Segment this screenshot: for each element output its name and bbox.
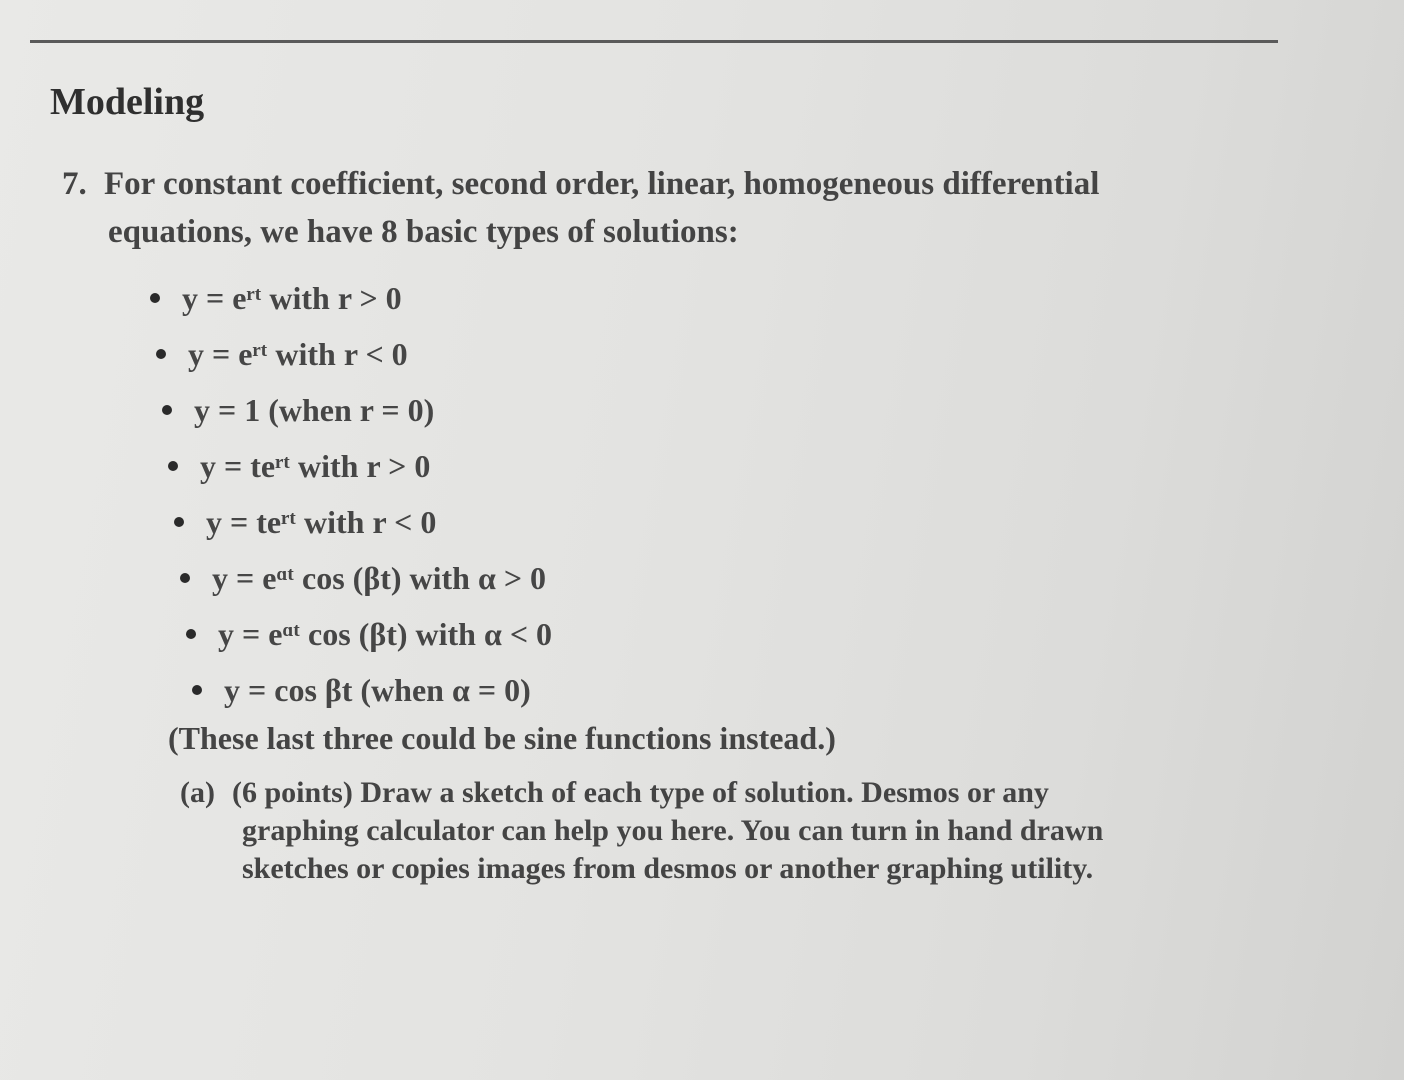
bullet-icon bbox=[186, 629, 196, 639]
list-item: y = 1 (when r = 0) bbox=[162, 386, 552, 442]
problem-line-1: For constant coefficient, second order, linear, homogeneous differential bbox=[104, 166, 1100, 202]
section-title: Modeling bbox=[50, 81, 205, 123]
bullet-icon bbox=[150, 293, 160, 303]
list-item: y = teʳᵗ with r > 0 bbox=[168, 442, 552, 498]
bullet-icon bbox=[180, 573, 190, 583]
part-a bbox=[180, 774, 1240, 888]
problem-number: 7. bbox=[62, 166, 87, 202]
part-a-line-2: graphing calculator can help you here. You can turn in hand drawn bbox=[242, 814, 1104, 847]
list-item: y = cos βt (when α = 0) bbox=[192, 666, 552, 722]
top-rule bbox=[30, 40, 1278, 43]
bullet-icon bbox=[162, 405, 172, 415]
list-item: y = eʳᵗ with r < 0 bbox=[156, 330, 552, 386]
list-item: y = eʳᵗ with r > 0 bbox=[150, 274, 552, 330]
part-a-line-1: (6 points) Draw a sketch of each type of solution. Desmos or any bbox=[232, 776, 1049, 809]
sine-note: (These last three could be sine functions instead.) bbox=[168, 720, 836, 756]
list-item: y = eᵅᵗ cos (βt) with α > 0 bbox=[180, 554, 552, 610]
part-a-line-3: sketches or copies images from desmos or another graphing utility. bbox=[242, 852, 1094, 885]
list-item: y = teʳᵗ with r < 0 bbox=[174, 498, 552, 554]
bullet-icon bbox=[156, 349, 166, 359]
bullet-icon bbox=[192, 685, 202, 695]
bullet-icon bbox=[168, 461, 178, 471]
list-item: y = eᵅᵗ cos (βt) with α < 0 bbox=[186, 610, 552, 666]
solution-types-list bbox=[150, 274, 552, 722]
problem-line-2: equations, we have 8 basic types of solutions: bbox=[108, 214, 739, 250]
bullet-icon bbox=[174, 517, 184, 527]
part-a-label: (a) bbox=[180, 776, 215, 809]
problem-statement bbox=[62, 160, 1282, 256]
